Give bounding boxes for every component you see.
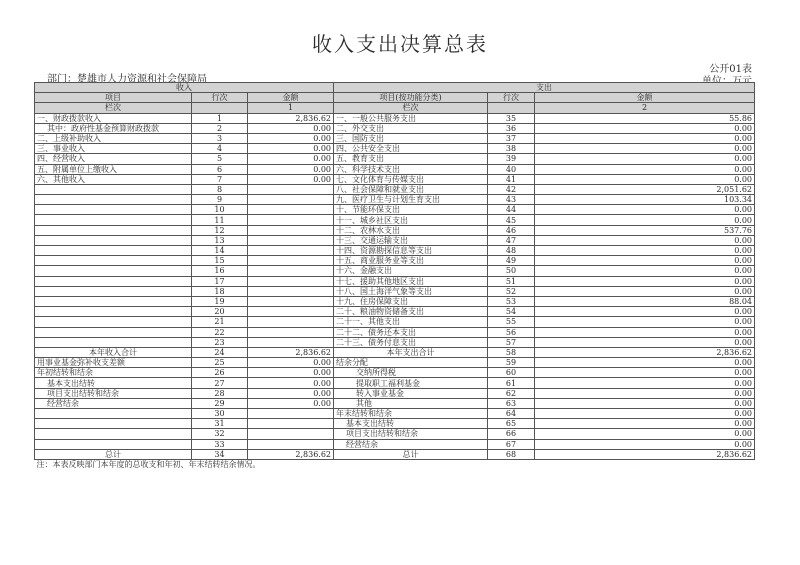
table-note: 注：本表反映部门本年度的总收支和年初、年末结转结余情况。 bbox=[35, 459, 755, 469]
expense-item-label: 提取职工福利基金 bbox=[334, 378, 488, 388]
table-row bbox=[35, 266, 755, 276]
expense-item-label: 十九、住房保障支出 bbox=[334, 296, 488, 306]
expense-item-label: 十四、资源勘探信息等支出 bbox=[334, 246, 488, 256]
row-number: 20 bbox=[192, 307, 248, 317]
row-number: 28 bbox=[192, 388, 248, 398]
row-number: 33 bbox=[192, 439, 248, 449]
expense-amount: 0.00 bbox=[535, 378, 755, 388]
table-row bbox=[35, 409, 755, 419]
row-number: 1 bbox=[192, 113, 248, 123]
table-row bbox=[35, 368, 755, 378]
expense-amount: 0.00 bbox=[535, 317, 755, 327]
row-number: 19 bbox=[192, 296, 248, 306]
column-number: 1 bbox=[248, 103, 334, 113]
expense-item-label: 交纳所得税 bbox=[334, 368, 488, 378]
department-label: 部门：楚雄市人力资源和社会保障局 bbox=[47, 74, 207, 85]
income-amount bbox=[248, 246, 334, 256]
expense-amount: 88.04 bbox=[535, 296, 755, 306]
expense-amount: 0.00 bbox=[535, 429, 755, 439]
expense-item-label: 经营结余 bbox=[334, 439, 488, 449]
income-amount bbox=[248, 409, 334, 419]
expense-item-label: 二十二、债务还本支出 bbox=[334, 327, 488, 337]
expense-item-label: 四、公共安全支出 bbox=[334, 144, 488, 154]
expense-item-label: 十一、城乡社区支出 bbox=[334, 215, 488, 225]
table-row bbox=[35, 154, 755, 164]
expense-item-label: 十五、商业服务业等支出 bbox=[334, 256, 488, 266]
income-amount bbox=[248, 195, 334, 205]
table-row bbox=[35, 276, 755, 286]
income-amount bbox=[248, 215, 334, 225]
expense-item-label: 转入事业基金 bbox=[334, 388, 488, 398]
row-number: 27 bbox=[192, 378, 248, 388]
row-number: 56 bbox=[488, 327, 535, 337]
table-row bbox=[35, 205, 755, 215]
table-header-row-1 bbox=[35, 83, 755, 93]
expense-header: 支出 bbox=[334, 83, 755, 93]
income-item-label: 其中：政府性基金预算财政拨款 bbox=[35, 123, 192, 133]
column-number: 2 bbox=[535, 103, 755, 113]
income-amount: 0.00 bbox=[248, 123, 334, 133]
expense-amount: 0.00 bbox=[535, 276, 755, 286]
expense-amount: 0.00 bbox=[535, 266, 755, 276]
income-item-label bbox=[35, 296, 192, 306]
income-item-label: 本年收入合计 bbox=[35, 347, 192, 357]
row-number: 22 bbox=[192, 327, 248, 337]
income-header: 收入 bbox=[35, 83, 334, 93]
income-amount bbox=[248, 317, 334, 327]
row-header: 行次 bbox=[488, 93, 535, 103]
report-title: 收入支出决算总表 bbox=[312, 32, 488, 56]
income-amount: 0.00 bbox=[248, 164, 334, 174]
expense-item-label: 十、节能环保支出 bbox=[334, 205, 488, 215]
expense-amount: 0.00 bbox=[535, 154, 755, 164]
empty-cell bbox=[192, 103, 248, 113]
expense-amount: 103.34 bbox=[535, 195, 755, 205]
row-number: 9 bbox=[192, 195, 248, 205]
table-row bbox=[35, 184, 755, 194]
expense-item-label: 十六、金融支出 bbox=[334, 266, 488, 276]
income-item-label: 四、经营收入 bbox=[35, 154, 192, 164]
note-row bbox=[35, 459, 755, 469]
table-row bbox=[35, 317, 755, 327]
row-number: 43 bbox=[488, 195, 535, 205]
expense-amount: 0.00 bbox=[535, 398, 755, 408]
expense-item-label: 总计 bbox=[334, 449, 488, 459]
amount-header: 金额 bbox=[248, 93, 334, 103]
income-amount: 0.00 bbox=[248, 358, 334, 368]
row-number: 46 bbox=[488, 225, 535, 235]
income-amount bbox=[248, 307, 334, 317]
expense-amount: 0.00 bbox=[535, 368, 755, 378]
income-amount bbox=[248, 184, 334, 194]
row-header: 行次 bbox=[192, 93, 248, 103]
expense-amount: 537.76 bbox=[535, 225, 755, 235]
expense-amount: 0.00 bbox=[535, 439, 755, 449]
expense-item-label: 二、外交支出 bbox=[334, 123, 488, 133]
row-number: 68 bbox=[488, 449, 535, 459]
income-amount: 0.00 bbox=[248, 398, 334, 408]
row-number: 32 bbox=[192, 429, 248, 439]
row-number: 40 bbox=[488, 164, 535, 174]
table-row bbox=[35, 256, 755, 266]
column-label: 栏次 bbox=[35, 103, 192, 113]
table-row bbox=[35, 337, 755, 347]
expense-amount: 0.00 bbox=[535, 388, 755, 398]
row-number: 21 bbox=[192, 317, 248, 327]
expense-amount: 0.00 bbox=[535, 409, 755, 419]
row-number: 48 bbox=[488, 246, 535, 256]
expense-item-label: 基本支出结转 bbox=[334, 419, 488, 429]
expense-amount: 0.00 bbox=[535, 246, 755, 256]
table-row bbox=[35, 235, 755, 245]
row-number: 35 bbox=[488, 113, 535, 123]
income-item-label bbox=[35, 256, 192, 266]
income-amount: 0.00 bbox=[248, 154, 334, 164]
row-number: 36 bbox=[488, 123, 535, 133]
table-row bbox=[35, 449, 755, 459]
income-item-label bbox=[35, 215, 192, 225]
row-number: 54 bbox=[488, 307, 535, 317]
income-amount: 0.00 bbox=[248, 144, 334, 154]
expense-item-label: 十八、国土海洋气象等支出 bbox=[334, 286, 488, 296]
income-item-label bbox=[35, 266, 192, 276]
table-header-row-2 bbox=[35, 93, 755, 103]
row-number: 16 bbox=[192, 266, 248, 276]
income-item-label bbox=[35, 337, 192, 347]
row-number: 18 bbox=[192, 286, 248, 296]
expense-item-label: 一、一般公共服务支出 bbox=[334, 113, 488, 123]
table-row bbox=[35, 215, 755, 225]
income-item-label: 经营结余 bbox=[35, 398, 192, 408]
row-number: 55 bbox=[488, 317, 535, 327]
income-amount bbox=[248, 256, 334, 266]
income-amount bbox=[248, 429, 334, 439]
income-amount: 0.00 bbox=[248, 388, 334, 398]
income-item-label: 用事业基金弥补收支差额 bbox=[35, 358, 192, 368]
expense-amount: 0.00 bbox=[535, 327, 755, 337]
expense-amount: 0.00 bbox=[535, 174, 755, 184]
row-number: 52 bbox=[488, 286, 535, 296]
income-item-label: 五、附属单位上缴收入 bbox=[35, 164, 192, 174]
row-number: 5 bbox=[192, 154, 248, 164]
expense-amount: 2,051.62 bbox=[535, 184, 755, 194]
income-item-label: 一、财政拨款收入 bbox=[35, 113, 192, 123]
income-item-label: 项目支出结转和结余 bbox=[35, 388, 192, 398]
table-row bbox=[35, 286, 755, 296]
row-number: 7 bbox=[192, 174, 248, 184]
table-row bbox=[35, 388, 755, 398]
table-body bbox=[35, 113, 755, 459]
income-item-label: 二、上级补助收入 bbox=[35, 133, 192, 143]
table-row bbox=[35, 174, 755, 184]
income-amount bbox=[248, 205, 334, 215]
row-number: 25 bbox=[192, 358, 248, 368]
income-amount: 2,836.62 bbox=[248, 113, 334, 123]
expense-item-label: 二十、粮油物资储备支出 bbox=[334, 307, 488, 317]
table-row bbox=[35, 144, 755, 154]
row-number: 15 bbox=[192, 256, 248, 266]
table-row bbox=[35, 113, 755, 123]
expense-amount: 2,836.62 bbox=[535, 449, 755, 459]
table-row bbox=[35, 307, 755, 317]
income-item-label: 基本支出结转 bbox=[35, 378, 192, 388]
row-number: 26 bbox=[192, 368, 248, 378]
table-row bbox=[35, 429, 755, 439]
income-item-label bbox=[35, 205, 192, 215]
income-amount: 0.00 bbox=[248, 174, 334, 184]
row-number: 10 bbox=[192, 205, 248, 215]
expense-item-label: 八、社会保障和就业支出 bbox=[334, 184, 488, 194]
income-amount bbox=[248, 419, 334, 429]
row-number: 23 bbox=[192, 337, 248, 347]
expense-amount: 0.00 bbox=[535, 164, 755, 174]
income-amount: 0.00 bbox=[248, 133, 334, 143]
table-row bbox=[35, 246, 755, 256]
table-row bbox=[35, 296, 755, 306]
column-label: 栏次 bbox=[334, 103, 488, 113]
row-number: 45 bbox=[488, 215, 535, 225]
row-number: 59 bbox=[488, 358, 535, 368]
row-number: 2 bbox=[192, 123, 248, 133]
expense-item-label: 十七、援助其他地区支出 bbox=[334, 276, 488, 286]
income-item-label bbox=[35, 246, 192, 256]
row-number: 49 bbox=[488, 256, 535, 266]
empty-cell bbox=[488, 103, 535, 113]
row-number: 17 bbox=[192, 276, 248, 286]
income-amount: 0.00 bbox=[248, 368, 334, 378]
row-number: 44 bbox=[488, 205, 535, 215]
expense-amount: 0.00 bbox=[535, 419, 755, 429]
expense-item-label: 结余分配 bbox=[334, 358, 488, 368]
income-item-label: 六、其他收入 bbox=[35, 174, 192, 184]
row-number: 29 bbox=[192, 398, 248, 408]
expense-item-label: 十三、交通运输支出 bbox=[334, 235, 488, 245]
income-amount bbox=[248, 327, 334, 337]
row-number: 37 bbox=[488, 133, 535, 143]
row-number: 4 bbox=[192, 144, 248, 154]
income-item-label bbox=[35, 286, 192, 296]
row-number: 14 bbox=[192, 246, 248, 256]
expense-item-label: 七、文化体育与传媒支出 bbox=[334, 174, 488, 184]
row-number: 8 bbox=[192, 184, 248, 194]
amount-header: 金额 bbox=[535, 93, 755, 103]
row-number: 58 bbox=[488, 347, 535, 357]
income-item-label bbox=[35, 195, 192, 205]
table-row bbox=[35, 439, 755, 449]
income-amount bbox=[248, 225, 334, 235]
income-item-label bbox=[35, 429, 192, 439]
row-number: 50 bbox=[488, 266, 535, 276]
row-number: 63 bbox=[488, 398, 535, 408]
income-item-label bbox=[35, 327, 192, 337]
row-number: 64 bbox=[488, 409, 535, 419]
row-number: 3 bbox=[192, 133, 248, 143]
row-number: 31 bbox=[192, 419, 248, 429]
expense-item-label: 二十一、其他支出 bbox=[334, 317, 488, 327]
row-number: 65 bbox=[488, 419, 535, 429]
expense-amount: 2,836.62 bbox=[535, 347, 755, 357]
income-item-label: 总计 bbox=[35, 449, 192, 459]
row-number: 42 bbox=[488, 184, 535, 194]
table-row bbox=[35, 123, 755, 133]
table-row bbox=[35, 358, 755, 368]
expense-amount: 0.00 bbox=[535, 215, 755, 225]
expense-item-label: 三、国防支出 bbox=[334, 133, 488, 143]
expense-amount: 55.86 bbox=[535, 113, 755, 123]
income-amount bbox=[248, 296, 334, 306]
expense-item-label: 项目支出结转和结余 bbox=[334, 429, 488, 439]
row-number: 66 bbox=[488, 429, 535, 439]
expense-item-label: 其他 bbox=[334, 398, 488, 408]
expense-item-label: 六、科学技术支出 bbox=[334, 164, 488, 174]
income-item-label bbox=[35, 307, 192, 317]
unit-label: 单位：万元 bbox=[702, 76, 752, 87]
row-number: 24 bbox=[192, 347, 248, 357]
income-item-label bbox=[35, 419, 192, 429]
row-number: 39 bbox=[488, 154, 535, 164]
expense-item-label: 九、医疗卫生与计划生育支出 bbox=[334, 195, 488, 205]
row-number: 51 bbox=[488, 276, 535, 286]
income-amount bbox=[248, 439, 334, 449]
row-number: 30 bbox=[192, 409, 248, 419]
row-number: 62 bbox=[488, 388, 535, 398]
expense-amount: 0.00 bbox=[535, 358, 755, 368]
income-item-label bbox=[35, 225, 192, 235]
row-number: 47 bbox=[488, 235, 535, 245]
row-number: 60 bbox=[488, 368, 535, 378]
income-item-label: 年初结转和结余 bbox=[35, 368, 192, 378]
income-item-label bbox=[35, 439, 192, 449]
income-item-label bbox=[35, 184, 192, 194]
income-item-label: 三、事业收入 bbox=[35, 144, 192, 154]
expense-amount: 0.00 bbox=[535, 307, 755, 317]
row-number: 38 bbox=[488, 144, 535, 154]
income-amount: 2,836.62 bbox=[248, 347, 334, 357]
expense-amount: 0.00 bbox=[535, 144, 755, 154]
row-number: 12 bbox=[192, 225, 248, 235]
item-func-header: 项目(按功能分类) bbox=[334, 93, 488, 103]
expense-item-label: 五、教育支出 bbox=[334, 154, 488, 164]
expense-amount: 0.00 bbox=[535, 205, 755, 215]
table-header-row-3 bbox=[35, 103, 755, 113]
expense-amount: 0.00 bbox=[535, 286, 755, 296]
table-row bbox=[35, 225, 755, 235]
row-number: 13 bbox=[192, 235, 248, 245]
row-number: 53 bbox=[488, 296, 535, 306]
item-header: 项目 bbox=[35, 93, 192, 103]
income-amount bbox=[248, 276, 334, 286]
expense-item-label: 十二、农林水支出 bbox=[334, 225, 488, 235]
table-row bbox=[35, 327, 755, 337]
income-expense-table bbox=[34, 82, 755, 469]
row-number: 11 bbox=[192, 215, 248, 225]
expense-item-label: 年末结转和结余 bbox=[334, 409, 488, 419]
expense-item-label: 本年支出合计 bbox=[334, 347, 488, 357]
row-number: 67 bbox=[488, 439, 535, 449]
table-row bbox=[35, 195, 755, 205]
table-row bbox=[35, 164, 755, 174]
form-number: 公开01表 bbox=[709, 64, 752, 75]
expense-amount: 0.00 bbox=[535, 235, 755, 245]
income-item-label bbox=[35, 317, 192, 327]
row-number: 6 bbox=[192, 164, 248, 174]
table-row bbox=[35, 378, 755, 388]
row-number: 57 bbox=[488, 337, 535, 347]
expense-item-label: 二十三、债务付息支出 bbox=[334, 337, 488, 347]
expense-amount: 0.00 bbox=[535, 133, 755, 143]
income-amount bbox=[248, 235, 334, 245]
income-amount: 0.00 bbox=[248, 378, 334, 388]
row-number: 61 bbox=[488, 378, 535, 388]
income-amount bbox=[248, 337, 334, 347]
expense-amount: 0.00 bbox=[535, 256, 755, 266]
income-item-label bbox=[35, 409, 192, 419]
row-number: 34 bbox=[192, 449, 248, 459]
income-item-label bbox=[35, 235, 192, 245]
table-row bbox=[35, 419, 755, 429]
income-amount bbox=[248, 286, 334, 296]
table-row bbox=[35, 347, 755, 357]
expense-amount: 0.00 bbox=[535, 123, 755, 133]
table-row bbox=[35, 133, 755, 143]
expense-amount: 0.00 bbox=[535, 337, 755, 347]
income-amount: 2,836.62 bbox=[248, 449, 334, 459]
table-row bbox=[35, 398, 755, 408]
row-number: 41 bbox=[488, 174, 535, 184]
income-item-label bbox=[35, 276, 192, 286]
income-amount bbox=[248, 266, 334, 276]
